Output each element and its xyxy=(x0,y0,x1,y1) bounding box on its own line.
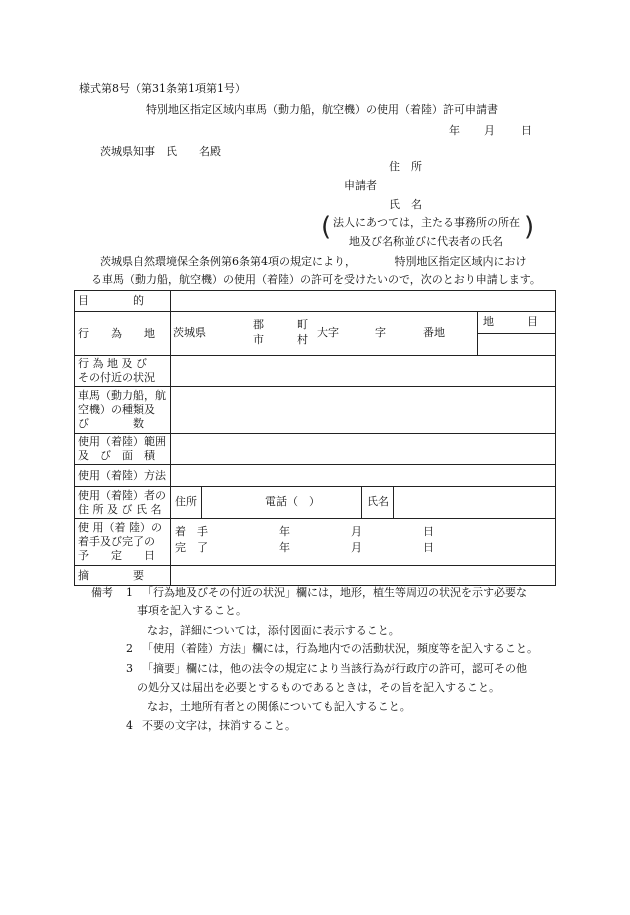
method-label: 使用（着陸）方法 xyxy=(78,468,166,482)
schedule-label-3: 予 定 日 xyxy=(78,549,155,562)
corp-note-line1: 法人にあつては，主たる事務所の所在 xyxy=(333,216,520,229)
purpose-field[interactable] xyxy=(171,291,556,312)
row-site-status xyxy=(75,356,556,387)
schedule-label-2: 着手及び完了の xyxy=(78,535,155,548)
schedule-field[interactable] xyxy=(171,519,556,566)
vehicle-field[interactable] xyxy=(171,387,556,434)
location-chimoku: 地 目 xyxy=(483,315,538,328)
vehicle-label-3: び 数 xyxy=(78,417,144,430)
start-day: 日 xyxy=(423,525,434,538)
chimoku-divider xyxy=(477,333,555,334)
note-3-line2: の処分又は届出を必要とするものであるときは，その旨を記入すること。 xyxy=(137,681,500,694)
row-remarks xyxy=(75,566,556,586)
applicant-label: 申請者 xyxy=(344,179,377,192)
row-area xyxy=(75,434,556,465)
location-pref: 茨城県 xyxy=(173,326,206,339)
start-month: 月 xyxy=(351,525,362,538)
user-address-label: 住所 xyxy=(175,495,197,508)
vehicle-label-2: 空機）の種類及 xyxy=(78,403,155,416)
end-month: 月 xyxy=(351,541,362,554)
location-banchi: 番地 xyxy=(423,326,445,339)
note-3-num: 3 xyxy=(126,662,133,675)
vehicle-label-1: 車馬（動力船，航 xyxy=(78,389,166,402)
location-machi: 町 xyxy=(297,318,308,331)
note-1-num: 1 xyxy=(126,586,133,599)
location-label: 行 為 地 xyxy=(78,326,155,340)
date-year: 年 xyxy=(449,124,460,137)
remarks-label: 摘 要 xyxy=(78,568,144,582)
row-vehicle xyxy=(75,387,556,434)
note-2-num: 2 xyxy=(126,642,133,655)
user-phone-label: 電話（ ） xyxy=(265,495,320,508)
date-day: 日 xyxy=(521,124,532,137)
location-shi: 市 xyxy=(253,333,264,346)
site-status-field[interactable] xyxy=(171,356,556,387)
note-2-line1: 「使用（着陸）方法」欄には，行為地内での活動状況，頻度等を記入すること。 xyxy=(142,642,538,655)
area-label-2: 及 び 面 積 xyxy=(78,449,155,462)
form-title: 特別地区指定区域内車馬（動力船，航空機）の使用（着陸）許可申請書 xyxy=(146,103,498,116)
left-bracket: ( xyxy=(321,212,332,242)
location-mura: 村 xyxy=(297,333,308,346)
intro-line2: る車馬（動力船，航空機）の使用（着陸）の許可を受けたいので，次のとおり申請します。 xyxy=(91,273,541,286)
applicant-name-label: 氏 名 xyxy=(389,198,422,211)
note-3-line1: 「摘要」欄には，他の法令の規定により当該行為が行政庁の許可，認可その他 xyxy=(142,662,527,675)
row-method xyxy=(75,465,556,487)
user-label-2: 住 所 及 び 氏 名 xyxy=(78,502,162,516)
start-label: 着 手 xyxy=(175,525,208,538)
area-field[interactable] xyxy=(171,434,556,465)
addressee: 茨城県知事 氏 名殿 xyxy=(100,145,221,158)
form-number: 様式第8号（第31条第1項第1号） xyxy=(79,82,246,95)
method-field[interactable] xyxy=(171,465,556,487)
note-1-line3: なお，詳細については，添付図面に表示すること。 xyxy=(147,624,400,637)
area-label-1: 使用（着陸）範囲 xyxy=(78,435,166,448)
site-status-label-2: その付近の状況 xyxy=(78,371,155,384)
user-label-1: 使用（着陸）者の xyxy=(78,488,166,502)
end-day: 日 xyxy=(423,541,434,554)
note-1-line1: 「行為地及びその付近の状況」欄には，地形，植生等周辺の状況を示す必要な xyxy=(142,586,527,599)
row-purpose xyxy=(75,291,556,312)
applicant-address-label: 住 所 xyxy=(389,160,422,173)
date-month: 月 xyxy=(484,124,495,137)
note-1-line2: 事項を記入すること。 xyxy=(137,604,247,617)
notes-label: 備考 xyxy=(91,586,113,599)
user-divider-1 xyxy=(201,487,202,518)
start-year: 年 xyxy=(279,525,290,538)
intro-line1: 茨城県自然環境保全条例第6条第4項の規定により， 特別地区指定区域内におけ xyxy=(100,255,527,268)
location-oaza: 大字 xyxy=(317,326,339,339)
location-gun: 郡 xyxy=(253,318,264,331)
note-3-line3: なお，土地所有者との関係についても記入すること。 xyxy=(147,700,411,713)
user-field[interactable] xyxy=(171,487,556,519)
row-location xyxy=(75,312,556,356)
end-label: 完 了 xyxy=(175,541,208,554)
note-4-line1: 不要の文字は，抹消すること。 xyxy=(142,719,296,732)
row-user xyxy=(75,487,556,519)
remarks-field[interactable] xyxy=(171,566,556,586)
application-table xyxy=(74,290,556,586)
user-divider-2 xyxy=(361,487,362,518)
site-status-label-1: 行 為 地 及 び xyxy=(78,357,147,370)
corp-note-line2: 地及び名称並びに代表者の氏名 xyxy=(349,235,503,248)
row-schedule xyxy=(75,519,556,566)
purpose-label: 目 的 xyxy=(78,294,144,307)
location-aza: 字 xyxy=(375,326,386,339)
location-field[interactable] xyxy=(171,312,556,356)
user-name-label: 氏名 xyxy=(367,495,389,508)
user-divider-3 xyxy=(393,487,394,518)
right-bracket: ) xyxy=(524,212,535,242)
note-4-num: 4 xyxy=(126,719,133,732)
end-year: 年 xyxy=(279,541,290,554)
schedule-label-1: 使 用（着 陸）の xyxy=(78,521,162,534)
